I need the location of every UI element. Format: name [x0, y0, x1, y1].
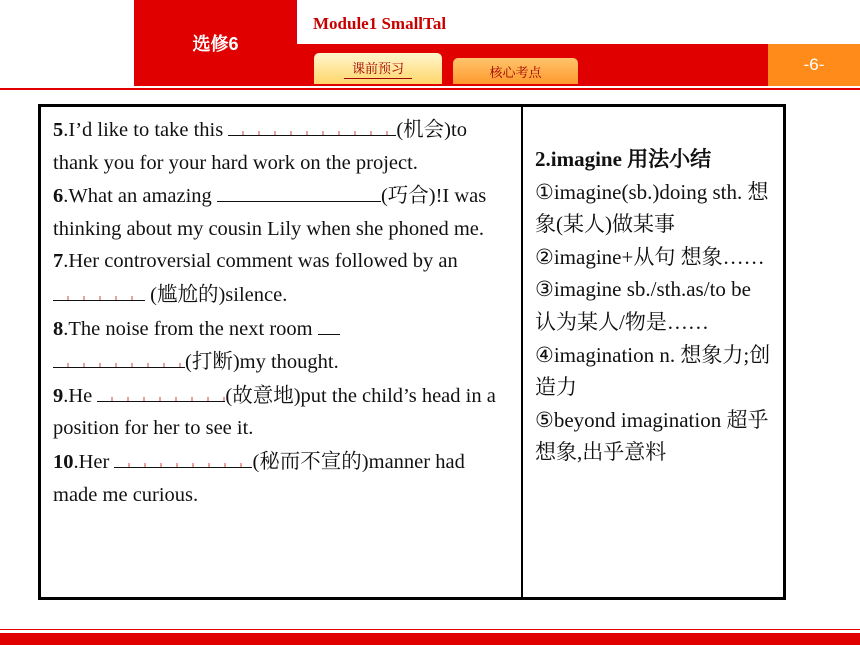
notes-title: 2.imagine 用法小结: [535, 147, 712, 171]
module-title: Module1 SmallTal: [313, 14, 447, 33]
question-text: (故意地)put the child’s head in a position for her to see it.: [53, 384, 496, 440]
tab-core-points-label: 核心考点: [489, 64, 542, 80]
tab-core-points[interactable]: [453, 58, 578, 84]
tab-preview-label: 课前预习: [344, 58, 412, 79]
answer-blank[interactable]: [217, 179, 381, 202]
question-text: (打断)my thought.: [185, 351, 339, 374]
notes-column: [523, 107, 783, 597]
question-text: .The noise from the next room: [63, 317, 318, 340]
question-text: .What an amazing: [63, 185, 217, 208]
question-text: (巧合)!I was thinking about my cousin Lily when she phoned me.: [53, 185, 487, 240]
question-text: (秘而不宣的)manner had made me curious.: [53, 450, 465, 506]
question-number: 9: [53, 384, 64, 407]
footer-bar: [0, 633, 860, 645]
question-10: [53, 445, 511, 511]
question-8: [53, 312, 511, 379]
answer-blank[interactable]: [114, 445, 252, 468]
question-text: .He: [63, 384, 98, 407]
footer-divider: [0, 629, 860, 630]
notes-item: ⑤beyond imagination 超乎想象,出乎意料: [535, 407, 769, 465]
notes-item: ④imagination n. 想象力;创造力: [535, 342, 771, 400]
notes-item: ②imagine+从句 想象……: [535, 244, 765, 269]
exercise-column: [41, 107, 523, 597]
question-number: 6: [53, 185, 64, 208]
question-number: 5: [53, 119, 64, 141]
notes-item: ③imagine sb./sth.as/to be 认为某人/物是……: [535, 277, 751, 334]
question-number: 8: [53, 317, 64, 340]
question-number: 7: [53, 250, 64, 273]
question-text: (机会)to thank you for your hard work on the project.: [53, 119, 467, 174]
tab-preview[interactable]: [314, 53, 442, 84]
header-divider: [0, 88, 860, 90]
course-label: 选修6: [134, 0, 297, 86]
question-text: .Her: [73, 450, 115, 473]
answer-blank[interactable]: [318, 312, 340, 335]
exercise-table: [38, 104, 786, 600]
question-text: .Her controversial comment was followed by an: [63, 250, 458, 273]
question-9: [53, 379, 511, 445]
page-number: -6-: [768, 44, 860, 86]
answer-blank[interactable]: [97, 379, 225, 402]
question-text: (尴尬的)silence.: [145, 283, 288, 306]
question-7: [53, 245, 511, 311]
question-number: 10: [53, 450, 74, 473]
question-text: .I’d like to take this: [63, 119, 229, 141]
answer-blank[interactable]: [228, 113, 396, 136]
answer-blank[interactable]: [53, 278, 145, 301]
question-5: [53, 113, 511, 179]
question-6: [53, 179, 511, 245]
answer-blank-cont[interactable]: [53, 345, 185, 368]
notes-item: ①imagine(sb.)doing sth. 想象(某人)做某事: [535, 179, 769, 237]
